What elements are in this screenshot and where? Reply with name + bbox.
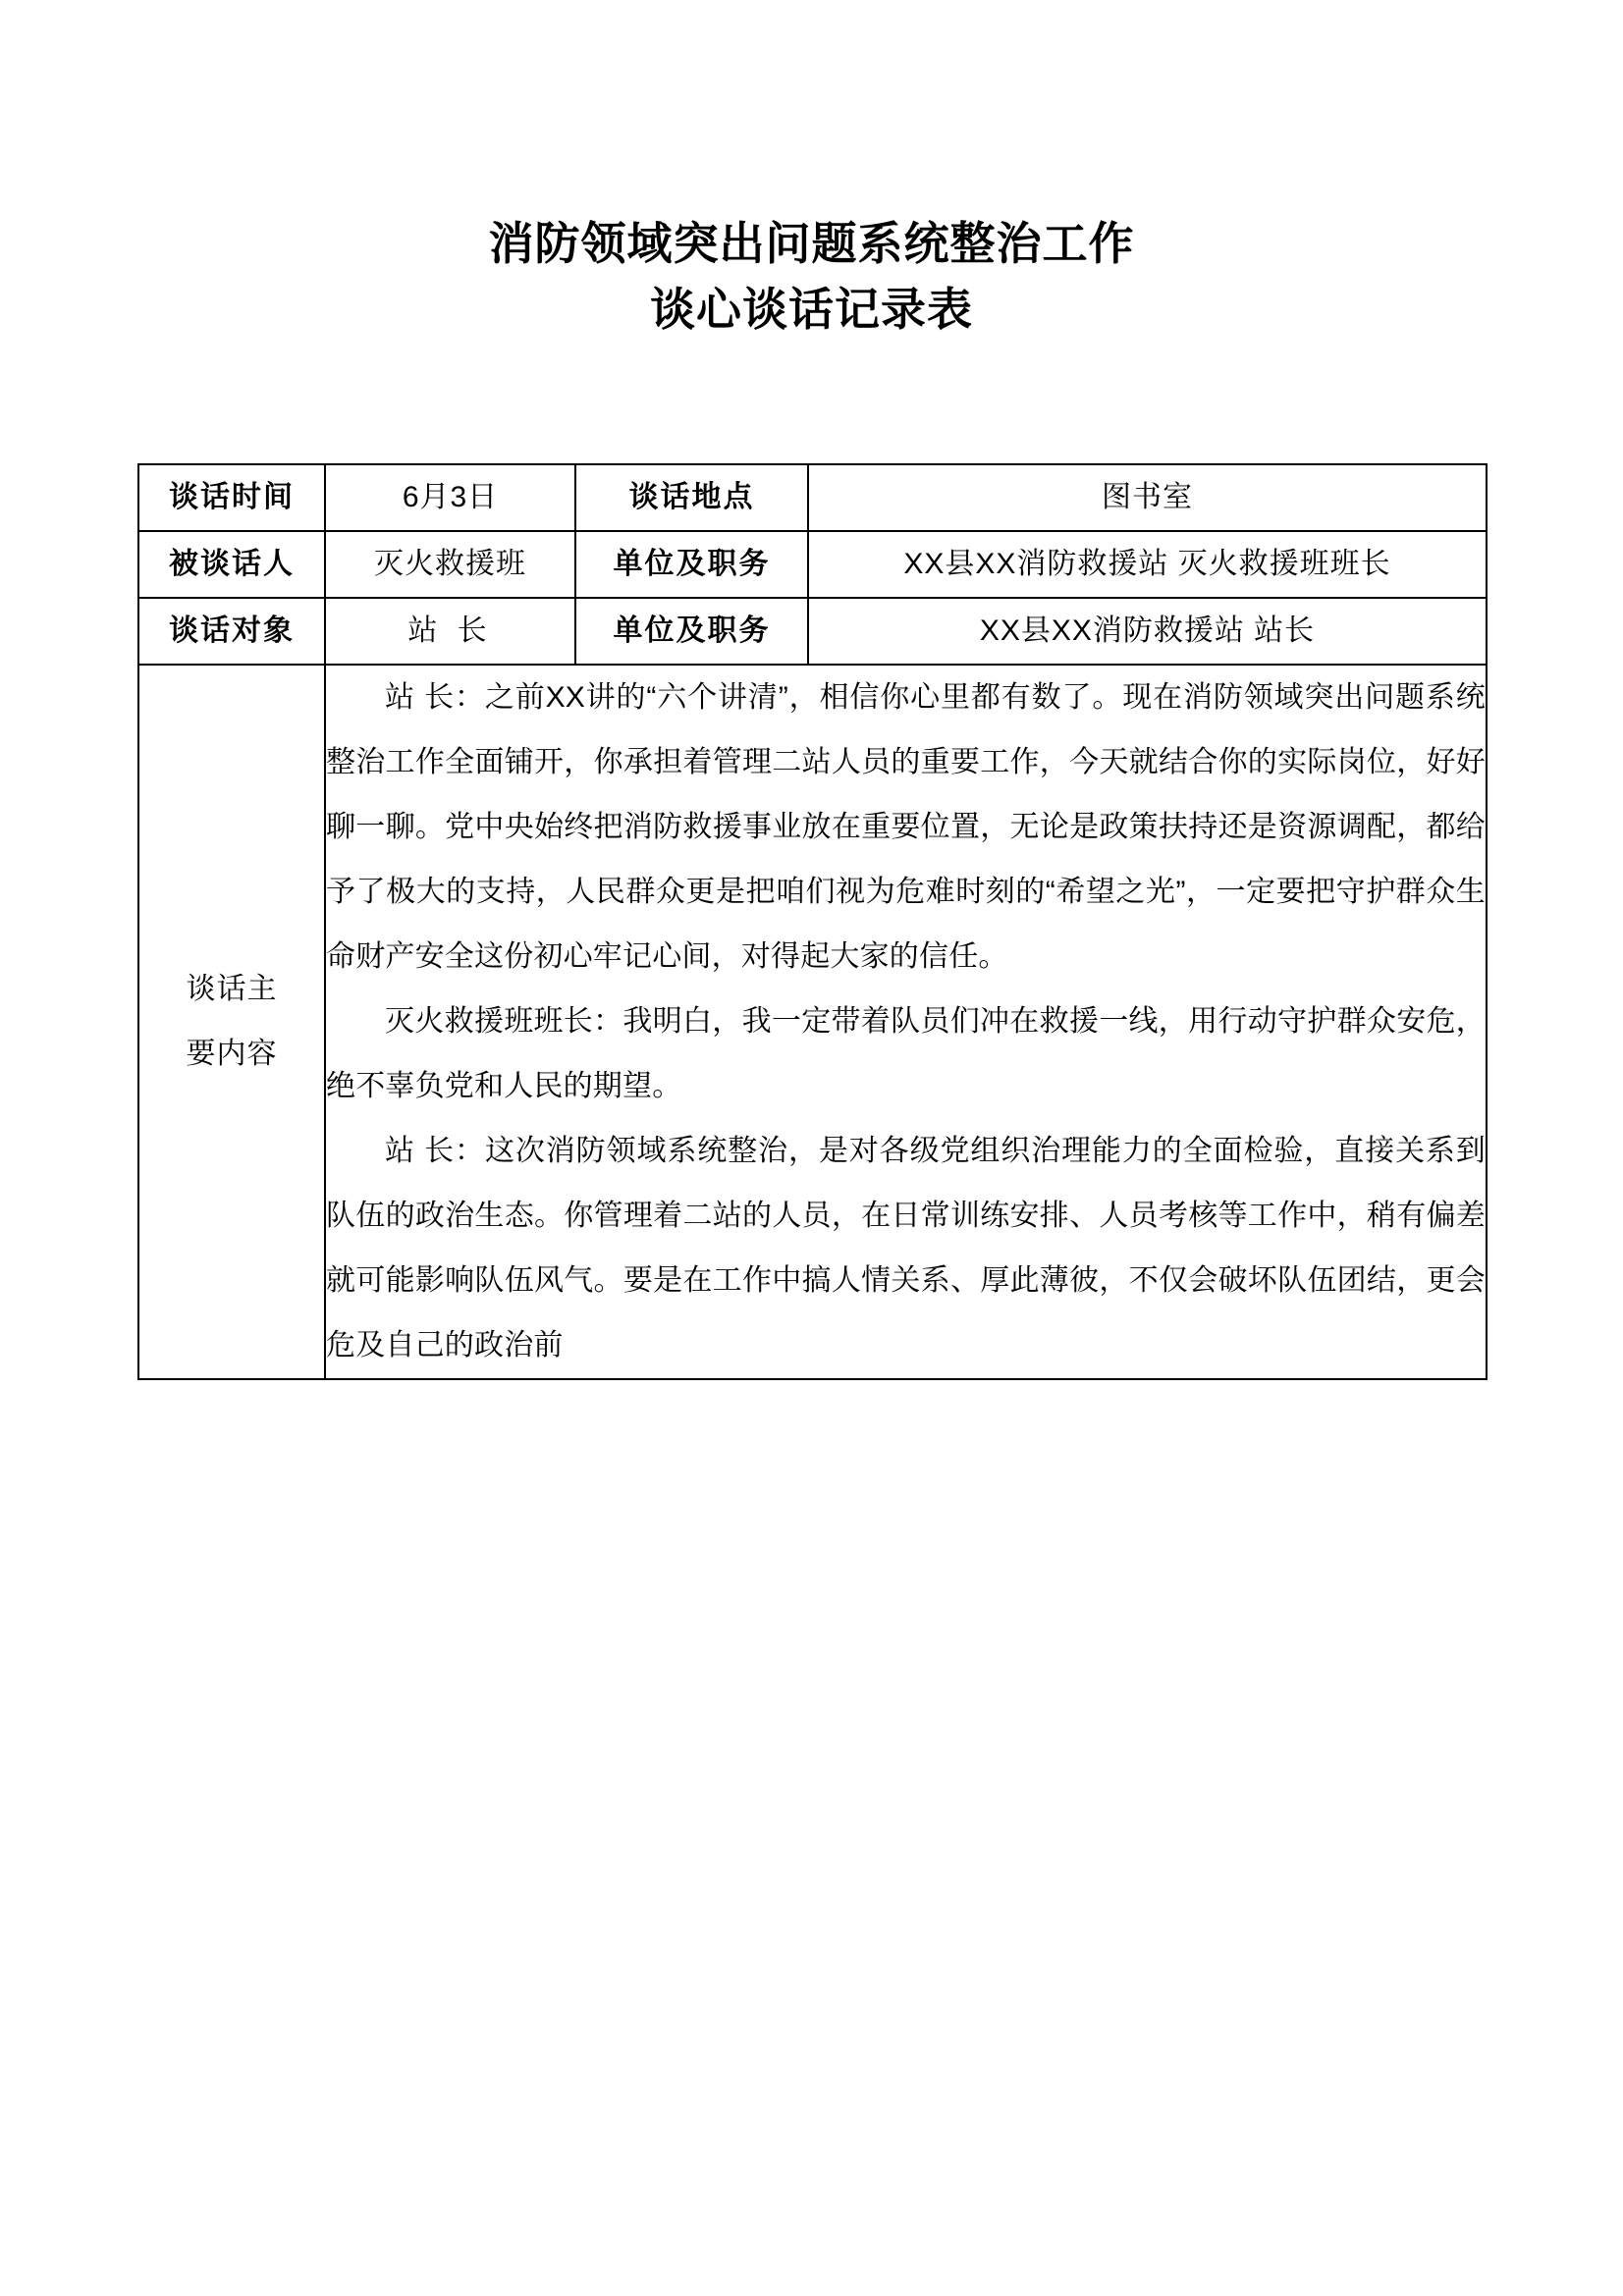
label-interviewer-unit-post: 单位及职务 [575, 598, 808, 665]
value-talk-place: 图书室 [808, 464, 1487, 531]
label-main-content [138, 665, 325, 1379]
table-row-main-content [138, 665, 1487, 1379]
table-row [138, 598, 1487, 665]
talk-record-table [137, 463, 1488, 1380]
label-interviewer: 谈话对象 [138, 598, 325, 665]
label-interviewee: 被谈话人 [138, 531, 325, 598]
value-talk-time: 6月3日 [325, 464, 575, 531]
page-title-line-2: 谈心谈话记录表 [650, 283, 973, 335]
content-paragraph: 站 长：这次消防领域系统整治，是对各级党组织治理能力的全面检验，直接关系到队伍的政治生态。你管理着二站的人员，在日常训练安排、人员考核等工作中，稍有偏差就可能影响队伍风气。要是在工作中搞人情关系、厚此薄彼，不仅会破坏队伍团结，更会危及自己的政治前 [326, 1135, 1486, 1362]
page-title [137, 211, 1486, 342]
label-talk-place: 谈话地点 [575, 464, 808, 531]
content-paragraph: 灭火救援班班长：我明白，我一定带着队员们冲在救援一线，用行动守护群众安危，绝不辜负党和人民的期望。 [326, 1005, 1486, 1102]
content-paragraph: 站 长：之前XX讲的“六个讲清”，相信你心里都有数了。现在消防领域突出问题系统整治工作全面铺开，你承担着管理二站人员的重要工作，今天就结合你的实际岗位，好好聊一聊。党中央始终把消防救援事业放在重要位置，无论是政策扶持还是资源调配，都给予了极大的支持，人民群众更是把咱们视为危难时刻的“希望之光”，一定要把守护群众生命财产安全这份初心牢记心间，对得起大家的信任。 [326, 681, 1486, 973]
label-main-content-line-1: 谈话主 [186, 973, 278, 1005]
table-row [138, 464, 1487, 531]
label-talk-time: 谈话时间 [138, 464, 325, 531]
main-content-body [325, 665, 1487, 1379]
value-interviewer-unit-post: XX县XX消防救援站 站长 [808, 598, 1487, 665]
table-row [138, 531, 1487, 598]
value-interviewer: 站 长 [325, 598, 575, 665]
page-title-line-1: 消防领域突出问题系统整治工作 [488, 218, 1135, 269]
value-interviewee-unit-post: XX县XX消防救援站 灭火救援班班长 [808, 531, 1487, 598]
value-interviewee: 灭火救援班 [325, 531, 575, 598]
label-main-content-line-2: 要内容 [186, 1038, 278, 1070]
label-interviewee-unit-post: 单位及职务 [575, 531, 808, 598]
